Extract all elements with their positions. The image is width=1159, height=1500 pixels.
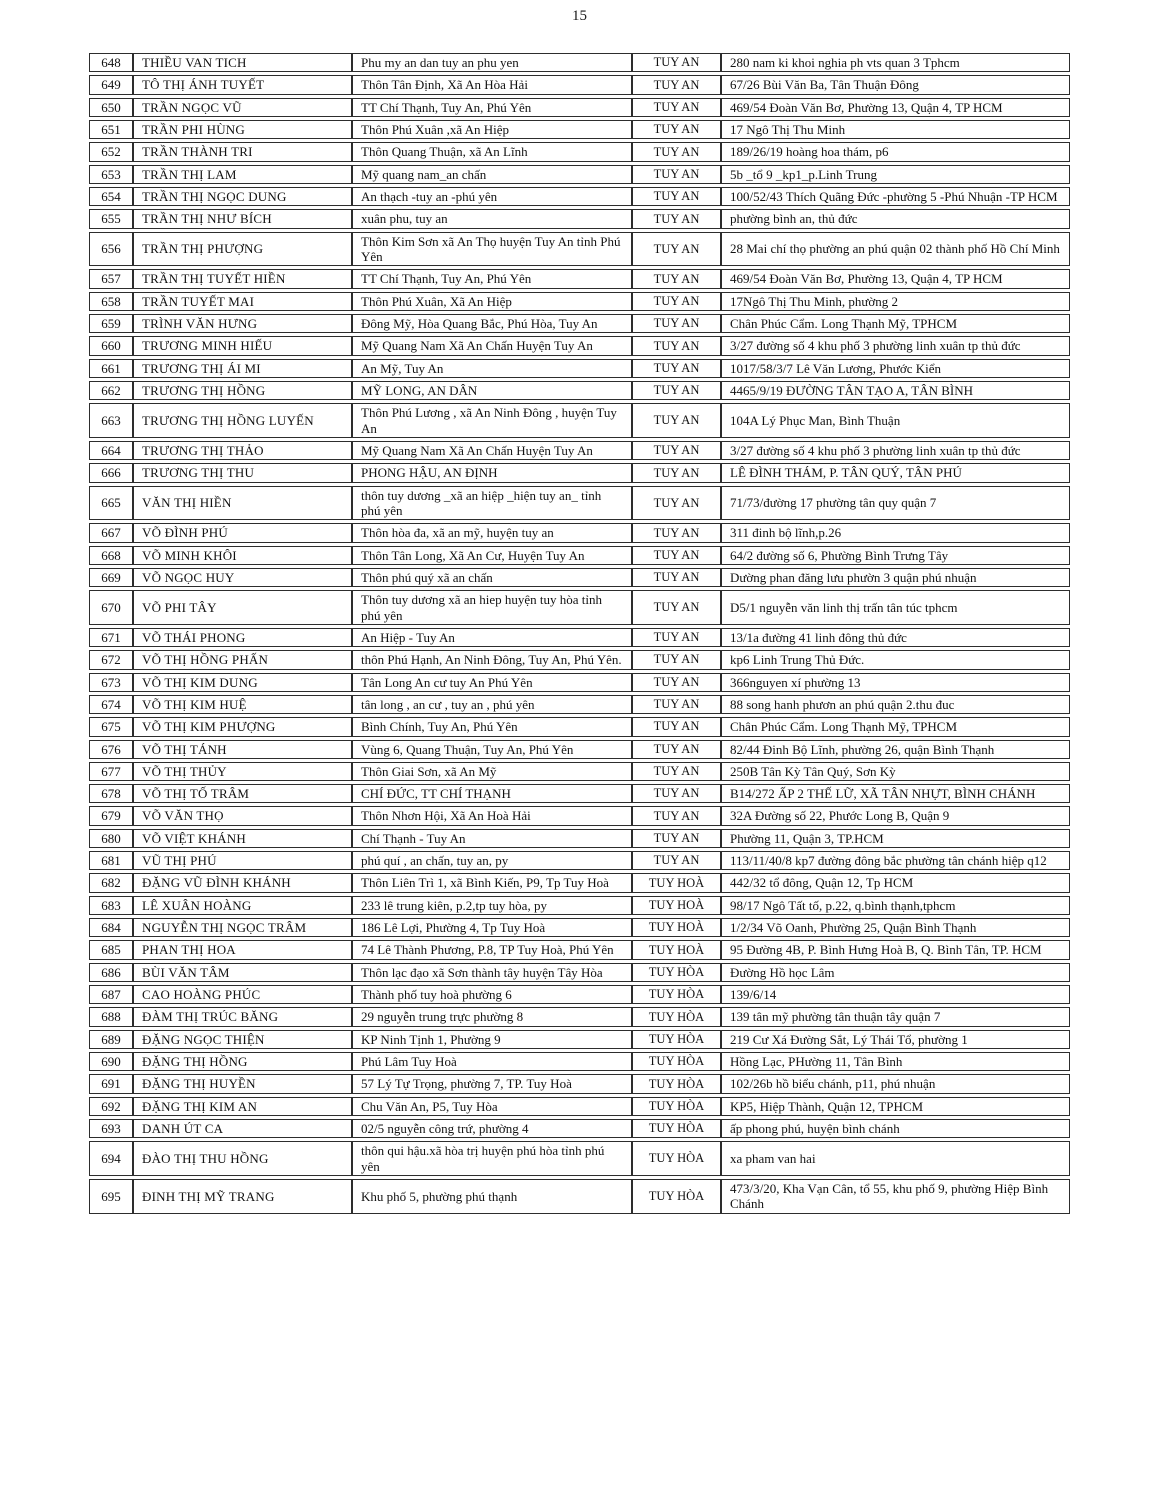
- table-row: [89, 336, 1070, 355]
- origin-address-cell: Thôn phú quý xã an chấn: [352, 568, 632, 587]
- district-cell: TUY AN: [632, 314, 721, 333]
- current-address-cell: Chân Phúc Cẩm. Long Thạnh Mỹ, TPHCM: [721, 717, 1070, 736]
- table-row: [89, 165, 1070, 184]
- table-row: [89, 940, 1070, 959]
- district-cell: TUY AN: [632, 336, 721, 355]
- district-cell: TUY AN: [632, 740, 721, 759]
- current-address-cell: 64/2 đường số 6, Phường Bình Trưng Tây: [721, 546, 1070, 565]
- origin-address-cell: TT Chí Thạnh, Tuy An, Phú Yên: [352, 269, 632, 288]
- district-cell: TUY HOÀ: [632, 896, 721, 915]
- name-cell: LÊ XUÂN HOÀNG: [133, 896, 352, 915]
- origin-address-cell: Chí Thạnh - Tuy An: [352, 829, 632, 848]
- row-number-cell: 682: [89, 873, 133, 892]
- name-cell: PHAN THỊ HOA: [133, 940, 352, 959]
- current-address-cell: 95 Đường 4B, P. Bình Hưng Hoà B, Q. Bình Tân, TP. HCM: [721, 940, 1070, 959]
- name-cell: TRẦN THỊ NGỌC DUNG: [133, 187, 352, 206]
- district-cell: TUY AN: [632, 359, 721, 378]
- current-address-cell: 219 Cư Xá Đường Sắt, Lý Thái Tổ, phường 1: [721, 1030, 1070, 1049]
- table-row: [89, 568, 1070, 587]
- row-number-cell: 664: [89, 441, 133, 460]
- name-cell: VÕ THỊ KIM DUNG: [133, 673, 352, 692]
- origin-address-cell: 74 Lê Thành Phương, P.8, TP Tuy Hoà, Phú Yên: [352, 940, 632, 959]
- origin-address-cell: Thôn hòa đa, xã an mỹ, huyện tuy an: [352, 523, 632, 542]
- district-cell: TUY HOÀ: [632, 918, 721, 937]
- current-address-cell: 104A Lý Phục Man, Bình Thuận: [721, 403, 1070, 438]
- table-row: [89, 650, 1070, 669]
- current-address-cell: 17 Ngô Thị Thu Minh: [721, 120, 1070, 139]
- current-address-cell: ấp phong phú, huyện bình chánh: [721, 1119, 1070, 1138]
- name-cell: CAO HOÀNG PHÚC: [133, 985, 352, 1004]
- origin-address-cell: Thôn Phú Xuân, Xã An Hiệp: [352, 292, 632, 311]
- district-cell: TUY AN: [632, 851, 721, 870]
- row-number-cell: 656: [89, 232, 133, 267]
- district-cell: TUY AN: [632, 53, 721, 72]
- name-cell: TRẦN THỊ LAM: [133, 165, 352, 184]
- name-cell: VÕ NGỌC HUY: [133, 568, 352, 587]
- origin-address-cell: Thôn Tân Long, Xã An Cư, Huyện Tuy An: [352, 546, 632, 565]
- origin-address-cell: thôn qui hậu.xã hòa trị huyện phú hòa tỉnh phú yên: [352, 1141, 632, 1176]
- current-address-cell: kp6 Linh Trung Thủ Đức.: [721, 650, 1070, 669]
- origin-address-cell: 29 nguyễn trung trực phường 8: [352, 1007, 632, 1026]
- table-row: [89, 98, 1070, 117]
- origin-address-cell: Thôn Liên Trì 1, xã Bình Kiến, P9, Tp Tuy Hoà: [352, 873, 632, 892]
- table-row: [89, 486, 1070, 521]
- current-address-cell: 473/3/20, Kha Vạn Cân, tổ 55, khu phố 9, phường Hiệp Bình Chánh: [721, 1179, 1070, 1214]
- table-row: [89, 209, 1070, 228]
- origin-address-cell: 02/5 nguyễn công trứ, phường 4: [352, 1119, 632, 1138]
- name-cell: VÕ PHI TÂY: [133, 590, 352, 625]
- current-address-cell: Hồng Lạc, PHường 11, Tân Bình: [721, 1052, 1070, 1071]
- origin-address-cell: An Mỹ, Tuy An: [352, 359, 632, 378]
- current-address-cell: 1/2/34 Võ Oanh, Phường 25, Quận Bình Thạnh: [721, 918, 1070, 937]
- origin-address-cell: KP Ninh Tịnh 1, Phường 9: [352, 1030, 632, 1049]
- row-number-cell: 692: [89, 1097, 133, 1116]
- table-row: [89, 75, 1070, 94]
- row-number-cell: 665: [89, 486, 133, 521]
- name-cell: ĐẶNG THỊ KIM AN: [133, 1097, 352, 1116]
- current-address-cell: LÊ ĐÌNH THÁM, P. TÂN QUÝ, TÂN PHÚ: [721, 463, 1070, 482]
- table-row: [89, 873, 1070, 892]
- table-row: [89, 806, 1070, 825]
- name-cell: VŨ THỊ PHÚ: [133, 851, 352, 870]
- table-row: [89, 314, 1070, 333]
- name-cell: TÔ THỊ ÁNH TUYẾT: [133, 75, 352, 94]
- table-row: [89, 985, 1070, 1004]
- row-number-cell: 677: [89, 762, 133, 781]
- current-address-cell: Chân Phúc Cẩm. Long Thạnh Mỹ, TPHCM: [721, 314, 1070, 333]
- name-cell: TRƯƠNG THỊ THU: [133, 463, 352, 482]
- row-number-cell: 680: [89, 829, 133, 848]
- row-number-cell: 686: [89, 963, 133, 982]
- row-number-cell: 648: [89, 53, 133, 72]
- origin-address-cell: PHONG HẬU, AN ĐỊNH: [352, 463, 632, 482]
- origin-address-cell: Bình Chính, Tuy An, Phú Yên: [352, 717, 632, 736]
- district-cell: TUY AN: [632, 784, 721, 803]
- district-cell: TUY AN: [632, 717, 721, 736]
- district-cell: TUY AN: [632, 650, 721, 669]
- name-cell: TRẦN THÀNH TRI: [133, 142, 352, 161]
- district-cell: TUY HÒA: [632, 1052, 721, 1071]
- district-cell: TUY AN: [632, 120, 721, 139]
- table-row: [89, 1030, 1070, 1049]
- district-cell: TUY AN: [632, 209, 721, 228]
- name-cell: VÕ ĐÌNH PHÚ: [133, 523, 352, 542]
- table-row: [89, 717, 1070, 736]
- name-cell: ĐÀM THỊ TRÚC BĂNG: [133, 1007, 352, 1026]
- origin-address-cell: tân long , an cư , tuy an , phú yên: [352, 695, 632, 714]
- row-number-cell: 690: [89, 1052, 133, 1071]
- row-number-cell: 655: [89, 209, 133, 228]
- origin-address-cell: Thôn Phú Lương , xã An Ninh Đông , huyện Tuy An: [352, 403, 632, 438]
- name-cell: VÕ VIỆT KHÁNH: [133, 829, 352, 848]
- current-address-cell: Dường phan đăng lưu phườn 3 quận phú nhuận: [721, 568, 1070, 587]
- current-address-cell: B14/272 ẤP 2 THẾ LỮ, XÃ TÂN NHỰT, BÌNH CHÁNH: [721, 784, 1070, 803]
- district-cell: TUY AN: [632, 628, 721, 647]
- district-cell: TUY HÒA: [632, 1074, 721, 1093]
- table-row: [89, 673, 1070, 692]
- name-cell: TRẦN THỊ PHƯỢNG: [133, 232, 352, 267]
- table-row: [89, 1007, 1070, 1026]
- row-number-cell: 695: [89, 1179, 133, 1214]
- table-row: [89, 232, 1070, 267]
- name-cell: ĐẶNG THỊ HUYỀN: [133, 1074, 352, 1093]
- current-address-cell: 1017/58/3/7 Lê Văn Lương, Phước Kiển: [721, 359, 1070, 378]
- origin-address-cell: Tân Long An cư tuy An Phú Yên: [352, 673, 632, 692]
- name-cell: TRẦN NGỌC VŨ: [133, 98, 352, 117]
- row-number-cell: 688: [89, 1007, 133, 1026]
- row-number-cell: 689: [89, 1030, 133, 1049]
- name-cell: ĐẶNG NGỌC THIỆN: [133, 1030, 352, 1049]
- district-cell: TUY AN: [632, 292, 721, 311]
- residents-table: [89, 50, 1070, 1217]
- district-cell: TUY AN: [632, 441, 721, 460]
- row-number-cell: 652: [89, 142, 133, 161]
- district-cell: TUY AN: [632, 165, 721, 184]
- district-cell: TUY AN: [632, 546, 721, 565]
- origin-address-cell: thôn tuy dương _xã an hiệp _hiện tuy an_ tỉnh phú yên: [352, 486, 632, 521]
- row-number-cell: 694: [89, 1141, 133, 1176]
- row-number-cell: 671: [89, 628, 133, 647]
- name-cell: TRÌNH VĂN HƯNG: [133, 314, 352, 333]
- origin-address-cell: An thạch -tuy an -phú yên: [352, 187, 632, 206]
- current-address-cell: Đường Hồ học Lâm: [721, 963, 1070, 982]
- table-row: [89, 628, 1070, 647]
- row-number-cell: 674: [89, 695, 133, 714]
- row-number-cell: 687: [89, 985, 133, 1004]
- origin-address-cell: Vùng 6, Quang Thuận, Tuy An, Phú Yên: [352, 740, 632, 759]
- table-row: [89, 762, 1070, 781]
- district-cell: TUY AN: [632, 232, 721, 267]
- district-cell: TUY AN: [632, 187, 721, 206]
- table-row: [89, 1141, 1070, 1176]
- current-address-cell: 5b _tổ 9 _kp1_p.Linh Trung: [721, 165, 1070, 184]
- table-row: [89, 784, 1070, 803]
- row-number-cell: 658: [89, 292, 133, 311]
- name-cell: VÕ THỊ TỐ TRÂM: [133, 784, 352, 803]
- table-row: [89, 896, 1070, 915]
- district-cell: TUY HÒA: [632, 985, 721, 1004]
- table-row: [89, 740, 1070, 759]
- row-number-cell: 681: [89, 851, 133, 870]
- row-number-cell: 650: [89, 98, 133, 117]
- origin-address-cell: Phú Lâm Tuy Hoà: [352, 1052, 632, 1071]
- row-number-cell: 649: [89, 75, 133, 94]
- district-cell: TUY AN: [632, 486, 721, 521]
- row-number-cell: 685: [89, 940, 133, 959]
- table-row: [89, 1179, 1070, 1214]
- origin-address-cell: 186 Lê Lợi, Phường 4, Tp Tuy Hoà: [352, 918, 632, 937]
- district-cell: TUY AN: [632, 463, 721, 482]
- district-cell: TUY AN: [632, 75, 721, 94]
- table-row: [89, 441, 1070, 460]
- name-cell: VÕ THỊ HỒNG PHẤN: [133, 650, 352, 669]
- current-address-cell: 366nguyen xí phường 13: [721, 673, 1070, 692]
- origin-address-cell: An Hiệp - Tuy An: [352, 628, 632, 647]
- origin-address-cell: phú quí , an chấn, tuy an, py: [352, 851, 632, 870]
- origin-address-cell: Thôn Phú Xuân ,xã An Hiệp: [352, 120, 632, 139]
- name-cell: THIỀU VAN TICH: [133, 53, 352, 72]
- table-row: [89, 359, 1070, 378]
- name-cell: TRƯƠNG THỊ HỒNG: [133, 381, 352, 400]
- row-number-cell: 654: [89, 187, 133, 206]
- origin-address-cell: Chu Văn An, P5, Tuy Hòa: [352, 1097, 632, 1116]
- current-address-cell: 250B Tân Kỳ Tân Quý, Sơn Kỳ: [721, 762, 1070, 781]
- residents-table-body: [89, 53, 1070, 1214]
- current-address-cell: 113/11/40/8 kp7 đường đông bắc phường tân chánh hiệp q12: [721, 851, 1070, 870]
- name-cell: TRƯƠNG THỊ ÁI MI: [133, 359, 352, 378]
- row-number-cell: 659: [89, 314, 133, 333]
- table-row: [89, 523, 1070, 542]
- row-number-cell: 653: [89, 165, 133, 184]
- name-cell: TRẦN THỊ NHƯ BÍCH: [133, 209, 352, 228]
- current-address-cell: 469/54 Đoàn Văn Bơ, Phường 13, Quận 4, TP HCM: [721, 269, 1070, 288]
- current-address-cell: phường bình an, thủ đức: [721, 209, 1070, 228]
- district-cell: TUY AN: [632, 523, 721, 542]
- row-number-cell: 684: [89, 918, 133, 937]
- district-cell: TUY HÒA: [632, 1030, 721, 1049]
- origin-address-cell: Thôn Kim Sơn xã An Thọ huyện Tuy An tỉnh Phú Yên: [352, 232, 632, 267]
- row-number-cell: 673: [89, 673, 133, 692]
- row-number-cell: 660: [89, 336, 133, 355]
- name-cell: DANH ÚT CA: [133, 1119, 352, 1138]
- origin-address-cell: Thôn Tân Định, Xã An Hòa Hải: [352, 75, 632, 94]
- current-address-cell: 3/27 đường số 4 khu phố 3 phường linh xuân tp thủ đức: [721, 336, 1070, 355]
- current-address-cell: 28 Mai chí thọ phường an phú quận 02 thành phố Hồ Chí Minh: [721, 232, 1070, 267]
- origin-address-cell: Thôn Quang Thuận, xã An Lĩnh: [352, 142, 632, 161]
- current-address-cell: 311 đinh bộ lĩnh,p.26: [721, 523, 1070, 542]
- district-cell: TUY HÒA: [632, 1141, 721, 1176]
- table-row: [89, 918, 1070, 937]
- district-cell: TUY HÒA: [632, 1119, 721, 1138]
- current-address-cell: 100/52/43 Thích Quãng Đức -phường 5 -Phú Nhuận -TP HCM: [721, 187, 1070, 206]
- origin-address-cell: MỸ LONG, AN DÂN: [352, 381, 632, 400]
- district-cell: TUY AN: [632, 806, 721, 825]
- name-cell: VÕ MINH KHÔI: [133, 546, 352, 565]
- table-row: [89, 546, 1070, 565]
- district-cell: TUY HOÀ: [632, 940, 721, 959]
- row-number-cell: 667: [89, 523, 133, 542]
- current-address-cell: Phường 11, Quận 3, TP.HCM: [721, 829, 1070, 848]
- name-cell: TRẦN THỊ TUYẾT HIỀN: [133, 269, 352, 288]
- row-number-cell: 657: [89, 269, 133, 288]
- row-number-cell: 666: [89, 463, 133, 482]
- name-cell: ĐẶNG THỊ HỒNG: [133, 1052, 352, 1071]
- district-cell: TUY AN: [632, 695, 721, 714]
- table-row: [89, 187, 1070, 206]
- name-cell: ĐINH THỊ MỸ TRANG: [133, 1179, 352, 1214]
- origin-address-cell: 233 lê trung kiên, p.2,tp tuy hòa, py: [352, 896, 632, 915]
- name-cell: VÕ THỊ THỦY: [133, 762, 352, 781]
- table-row: [89, 53, 1070, 72]
- current-address-cell: D5/1 nguyễn văn linh thị trấn tân túc tphcm: [721, 590, 1070, 625]
- row-number-cell: 661: [89, 359, 133, 378]
- district-cell: TUY AN: [632, 762, 721, 781]
- district-cell: TUY AN: [632, 142, 721, 161]
- current-address-cell: 17Ngô Thị Thu Minh, phường 2: [721, 292, 1070, 311]
- row-number-cell: 693: [89, 1119, 133, 1138]
- name-cell: TRƯƠNG MINH HIẾU: [133, 336, 352, 355]
- current-address-cell: 280 nam ki khoi nghia ph vts quan 3 Tphcm: [721, 53, 1070, 72]
- table-row: [89, 1119, 1070, 1138]
- table-row: [89, 120, 1070, 139]
- row-number-cell: 679: [89, 806, 133, 825]
- current-address-cell: 82/44 Đinh Bộ Lĩnh, phường 26, quận Bình Thạnh: [721, 740, 1070, 759]
- name-cell: VĂN THỊ HIỀN: [133, 486, 352, 521]
- current-address-cell: 88 song hanh phươn an phú quận 2.thu đuc: [721, 695, 1070, 714]
- table-row: [89, 142, 1070, 161]
- table-row: [89, 403, 1070, 438]
- name-cell: TRẦN TUYẾT MAI: [133, 292, 352, 311]
- name-cell: BÙI VĂN TÂM: [133, 963, 352, 982]
- name-cell: TRƯƠNG THỊ THẢO: [133, 441, 352, 460]
- row-number-cell: 669: [89, 568, 133, 587]
- row-number-cell: 676: [89, 740, 133, 759]
- origin-address-cell: xuân phu, tuy an: [352, 209, 632, 228]
- table-row: [89, 381, 1070, 400]
- district-cell: TUY HÒA: [632, 1097, 721, 1116]
- district-cell: TUY AN: [632, 590, 721, 625]
- origin-address-cell: CHÍ ĐỨC, TT CHÍ THẠNH: [352, 784, 632, 803]
- current-address-cell: 3/27 đường số 4 khu phố 3 phường linh xuân tp thủ đức: [721, 441, 1070, 460]
- origin-address-cell: Thôn Nhơn Hội, Xã An Hoà Hải: [352, 806, 632, 825]
- table-row: [89, 829, 1070, 848]
- current-address-cell: 139 tân mỹ phường tân thuận tây quận 7: [721, 1007, 1070, 1026]
- district-cell: TUY AN: [632, 269, 721, 288]
- origin-address-cell: Thôn Giai Sơn, xã An Mỹ: [352, 762, 632, 781]
- name-cell: VÕ THỊ TÁNH: [133, 740, 352, 759]
- district-cell: TUY HÒA: [632, 1007, 721, 1026]
- district-cell: TUY HOÀ: [632, 873, 721, 892]
- district-cell: TUY AN: [632, 829, 721, 848]
- table-row: [89, 590, 1070, 625]
- origin-address-cell: thôn Phú Hạnh, An Ninh Đông, Tuy An, Phú Yên.: [352, 650, 632, 669]
- district-cell: TUY AN: [632, 98, 721, 117]
- table-row: [89, 463, 1070, 482]
- name-cell: NGUYỄN THỊ NGỌC TRÂM: [133, 918, 352, 937]
- table-row: [89, 269, 1070, 288]
- current-address-cell: 98/17 Ngô Tất tố, p.22, q.bình thạnh,tphcm: [721, 896, 1070, 915]
- current-address-cell: 67/26 Bùi Văn Ba, Tân Thuận Đông: [721, 75, 1070, 94]
- current-address-cell: 189/26/19 hoàng hoa thám, p6: [721, 142, 1070, 161]
- origin-address-cell: Phu my an dan tuy an phu yen: [352, 53, 632, 72]
- current-address-cell: 139/6/14: [721, 985, 1070, 1004]
- name-cell: TRẦN PHI HÙNG: [133, 120, 352, 139]
- current-address-cell: KP5, Hiệp Thành, Quận 12, TPHCM: [721, 1097, 1070, 1116]
- origin-address-cell: Thôn tuy dương xã an hiep huyện tuy hòa tỉnh phú yên: [352, 590, 632, 625]
- current-address-cell: xa pham van hai: [721, 1141, 1070, 1176]
- current-address-cell: 32A Đường số 22, Phước Long B, Quận 9: [721, 806, 1070, 825]
- row-number-cell: 663: [89, 403, 133, 438]
- name-cell: VÕ VĂN THỌ: [133, 806, 352, 825]
- table-row: [89, 1074, 1070, 1093]
- current-address-cell: 102/26b hồ biểu chánh, p11, phú nhuận: [721, 1074, 1070, 1093]
- origin-address-cell: Thôn lạc đạo xã Sơn thành tây huyện Tây Hòa: [352, 963, 632, 982]
- origin-address-cell: Mỹ Quang Nam Xã An Chấn Huyện Tuy An: [352, 441, 632, 460]
- name-cell: ĐÀO THỊ THU HỒNG: [133, 1141, 352, 1176]
- name-cell: VÕ THÁI PHONG: [133, 628, 352, 647]
- origin-address-cell: Đông Mỹ, Hòa Quang Bắc, Phú Hòa, Tuy An: [352, 314, 632, 333]
- origin-address-cell: 57 Lý Tự Trọng, phường 7, TP. Tuy Hoà: [352, 1074, 632, 1093]
- current-address-cell: 4465/9/19 ĐƯỜNG TÂN TẠO A, TÂN BÌNH: [721, 381, 1070, 400]
- table-row: [89, 1052, 1070, 1071]
- row-number-cell: 670: [89, 590, 133, 625]
- origin-address-cell: TT Chí Thạnh, Tuy An, Phú Yên: [352, 98, 632, 117]
- district-cell: TUY AN: [632, 568, 721, 587]
- name-cell: TRƯƠNG THỊ HỒNG LUYẾN: [133, 403, 352, 438]
- table-row: [89, 851, 1070, 870]
- district-cell: TUY HÒA: [632, 963, 721, 982]
- district-cell: TUY AN: [632, 673, 721, 692]
- district-cell: TUY HÒA: [632, 1179, 721, 1214]
- district-cell: TUY AN: [632, 403, 721, 438]
- current-address-cell: 469/54 Đoàn Văn Bơ, Phường 13, Quận 4, TP HCM: [721, 98, 1070, 117]
- row-number-cell: 675: [89, 717, 133, 736]
- current-address-cell: 71/73/đường 17 phường tân quy quận 7: [721, 486, 1070, 521]
- table-row: [89, 963, 1070, 982]
- row-number-cell: 683: [89, 896, 133, 915]
- current-address-cell: 13/1a đường 41 linh đông thủ đức: [721, 628, 1070, 647]
- table-row: [89, 1097, 1070, 1116]
- row-number-cell: 672: [89, 650, 133, 669]
- origin-address-cell: Mỹ quang nam_an chấn: [352, 165, 632, 184]
- page-number: 15: [572, 8, 587, 24]
- name-cell: VÕ THỊ KIM HUỆ: [133, 695, 352, 714]
- name-cell: ĐẶNG VŨ ĐÌNH KHÁNH: [133, 873, 352, 892]
- row-number-cell: 651: [89, 120, 133, 139]
- row-number-cell: 691: [89, 1074, 133, 1093]
- row-number-cell: 678: [89, 784, 133, 803]
- current-address-cell: 442/32 tổ đông, Quận 12, Tp HCM: [721, 873, 1070, 892]
- district-cell: TUY AN: [632, 381, 721, 400]
- table-row: [89, 292, 1070, 311]
- row-number-cell: 668: [89, 546, 133, 565]
- row-number-cell: 662: [89, 381, 133, 400]
- origin-address-cell: Thành phố tuy hoà phường 6: [352, 985, 632, 1004]
- origin-address-cell: Khu phố 5, phường phú thạnh: [352, 1179, 632, 1214]
- table-row: [89, 695, 1070, 714]
- origin-address-cell: Mỹ Quang Nam Xã An Chấn Huyện Tuy An: [352, 336, 632, 355]
- name-cell: VÕ THỊ KIM PHƯỢNG: [133, 717, 352, 736]
